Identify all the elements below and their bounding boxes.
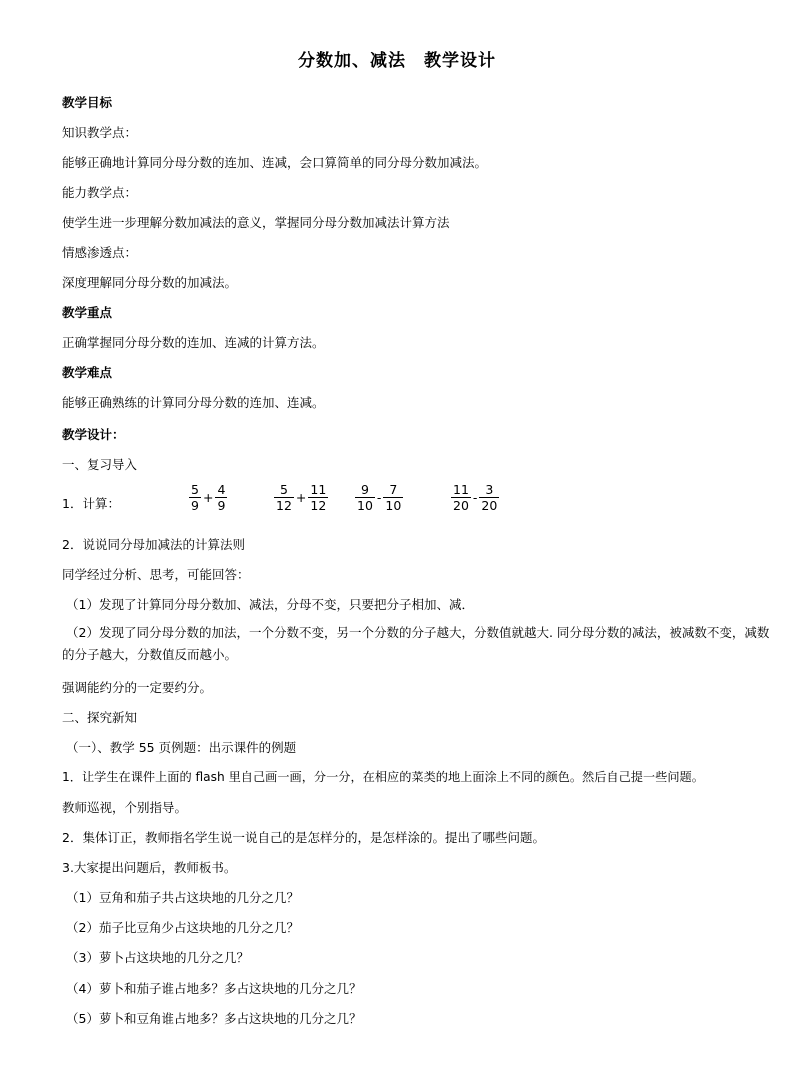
fraction [308, 482, 328, 513]
operator: + [295, 490, 307, 505]
fraction [383, 482, 403, 513]
emphasis: 强调能约分的一定要约分。 [62, 680, 213, 695]
numerator: 11 [310, 482, 327, 497]
fraction [479, 482, 499, 513]
fraction-expression [450, 482, 500, 513]
page-title: 分数加、减法 教学设计 [298, 51, 496, 71]
question-item: （1）豆角和茄子共占这块地的几分之几？ [66, 890, 299, 905]
step-1b: 教师巡视，个别指导。 [62, 800, 188, 815]
calculation-row [62, 482, 782, 522]
difficulty-text: 能够正确熟练的计算同分母分数的连加、连减。 [62, 395, 325, 410]
step-3: 3.大家提出问题后，教师板书。 [62, 860, 237, 875]
rule-item: 2．说说同分母加减法的计算法则 [62, 537, 245, 552]
numerator: 5 [274, 482, 294, 498]
fraction-expression [188, 482, 228, 513]
fraction [189, 482, 201, 513]
numerator: 9 [355, 482, 375, 498]
key-text: 正确掌握同分母分数的连加、连减的计算方法。 [62, 335, 325, 350]
knowledge-label: 知识教学点： [62, 125, 138, 140]
operator: - [376, 490, 382, 505]
step-2: 2．集体订正，教师指名学生说一说自己的是怎样分的，是怎样涂的。提出了哪些问题。 [62, 830, 545, 845]
step-1: 1．让学生在课件上面的 flash 里自己画一画，分一分，在相应的菜类的地上面涂上不同的颜色。然后自己提一些问题。 [62, 770, 704, 784]
ability-label: 能力教学点： [62, 185, 138, 200]
fraction-expression [273, 482, 329, 513]
numerator: 5 [191, 482, 199, 497]
calc-label: 1．计算： [62, 496, 120, 511]
students-answer: 同学经过分析、思考，可能回答： [62, 567, 250, 582]
fraction-expression [354, 482, 404, 513]
fraction [451, 482, 471, 513]
question-item: （5）萝卜和豆角谁占地多？多占这块地的几分之几？ [66, 1011, 362, 1026]
denominator: 12 [310, 498, 327, 513]
emotion-label: 情感渗透点： [62, 245, 138, 260]
operator: - [472, 490, 478, 505]
difficulty-heading: 教学难点 [62, 365, 113, 380]
numerator: 7 [383, 482, 403, 498]
denominator: 10 [385, 498, 402, 513]
explore-heading: 二、探究新知 [62, 710, 138, 725]
answer-2: （2）发现了同分母分数的加法，一个分数不变，另一个分数的分子越大，分数值就越大. 同分母分数的减法，被减数不变，减数的分子越大，分数值反而越小。 [62, 625, 770, 662]
knowledge-text: 能够正确地计算同分母分数的连加、连减，会口算简单的同分母分数加减法。 [62, 155, 488, 170]
fraction [355, 482, 375, 513]
denominator: 20 [481, 498, 498, 513]
question-item: （4）萝卜和茄子谁占地多？多占这块地的几分之几？ [66, 981, 362, 996]
denominator: 10 [357, 498, 373, 513]
denominator: 9 [217, 498, 226, 513]
answer-1: （1）发现了计算同分母分数加、减法，分母不变，只要把分子相加、减． [66, 597, 474, 612]
numerator: 3 [479, 482, 499, 498]
operator: + [202, 490, 214, 505]
numerator: 11 [453, 482, 469, 497]
denominator: 12 [276, 498, 292, 513]
fraction [215, 482, 227, 513]
fraction [274, 482, 294, 513]
emotion-text: 深度理解同分母分数的加减法。 [62, 275, 238, 290]
design-heading: 教学设计： [62, 427, 125, 442]
denominator: 9 [191, 498, 199, 513]
numerator: 4 [217, 482, 226, 497]
key-heading: 教学重点 [62, 305, 113, 320]
ability-text: 使学生进一步理解分数加减法的意义，掌握同分母分数加减法计算方法 [62, 215, 450, 230]
example-heading: （一）、教学 55 页例题：出示课件的例题 [66, 740, 297, 755]
question-item: （3）萝卜占这块地的几分之几？ [66, 950, 249, 965]
review-heading: 一、复习导入 [62, 457, 138, 472]
goals-heading: 教学目标 [62, 95, 113, 110]
denominator: 20 [453, 498, 469, 513]
question-item: （2）茄子比豆角少占这块地的几分之几？ [66, 920, 299, 935]
